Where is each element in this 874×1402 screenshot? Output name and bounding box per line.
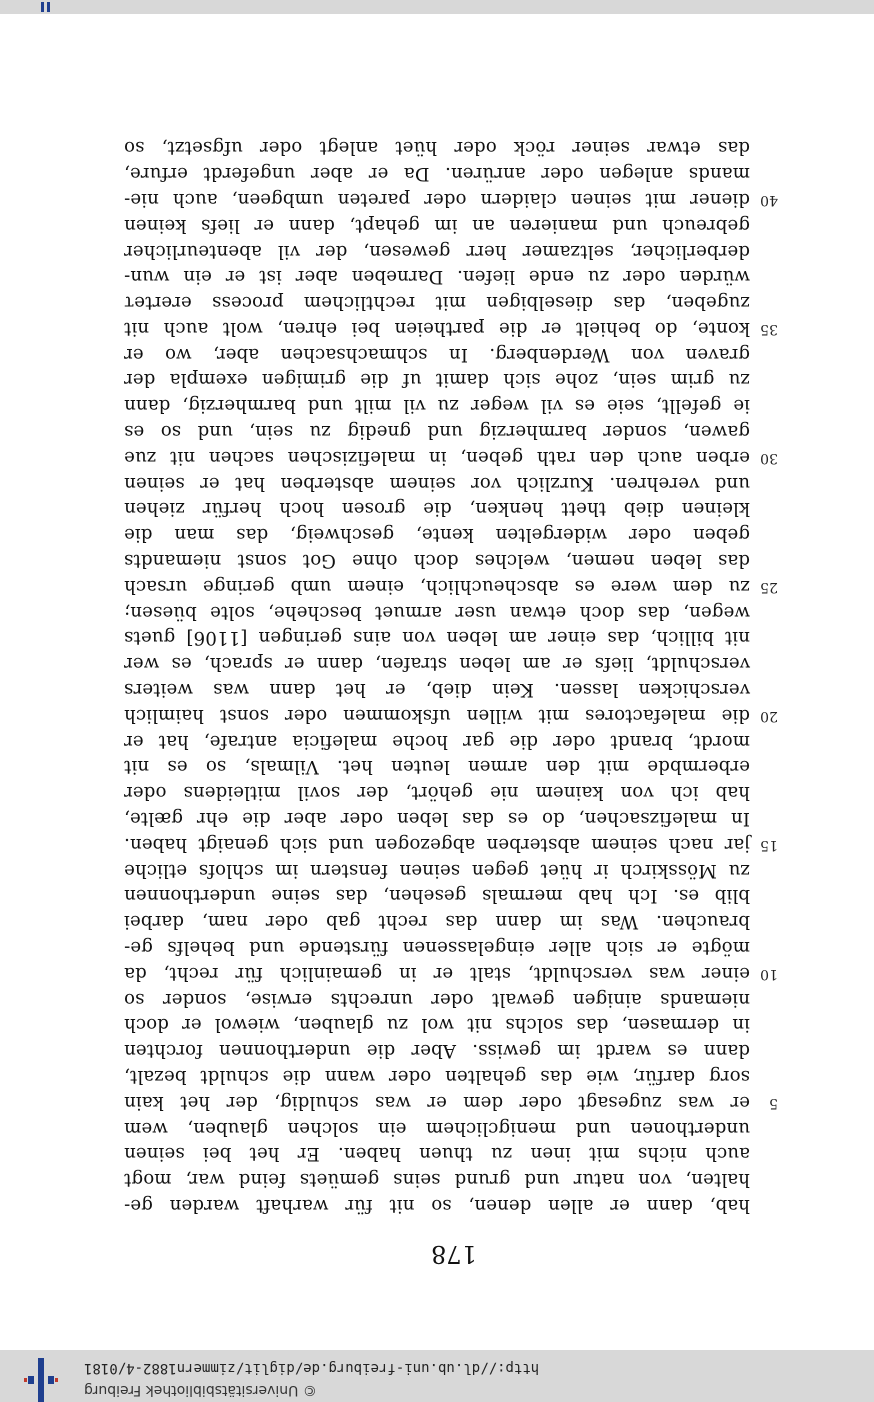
line-text: mögte er sich aller eingelassenen fürstende und behelfs ge- — [124, 937, 750, 959]
line-number: 10 — [759, 965, 778, 982]
copyright-notice: © Universitätsbibliothek Freiburg — [84, 1382, 317, 1398]
text-line — [124, 960, 778, 986]
line-text: verschicken lassen. Kein dieb, er het dann was weiters — [124, 679, 750, 701]
text-line — [124, 1012, 750, 1038]
text-line — [124, 1166, 750, 1192]
line-text: ie gefellt, seie es vil weger zu vil milt und barmherzig, dann — [124, 395, 750, 417]
page-body-text — [124, 135, 778, 1218]
line-number: 35 — [759, 320, 778, 337]
line-text: einer was verschuldt, stalt er in gemainlich für recht, da — [124, 962, 750, 984]
text-line — [124, 986, 750, 1012]
line-text: wegen, das doch etwan user armuet beschehe, solte büesen; — [124, 601, 750, 623]
line-text: hab, dann er allen denen, so nit für warhaft warden ge- — [124, 1195, 750, 1216]
line-text: derberlicher, seltzamer herr gewesen, der vil abenteurlicher — [124, 240, 750, 262]
text-line — [124, 625, 750, 651]
text-line — [124, 341, 750, 367]
text-line — [124, 186, 778, 212]
line-text: erben auch den rath geben, in malefizischen sachen nit zue — [124, 446, 750, 468]
line-text: mordt, brandt oder die gar hoche maleficia antrafe, hat er — [124, 730, 750, 752]
line-number: 40 — [759, 191, 778, 208]
text-line — [124, 857, 750, 883]
page-number: 178 — [431, 1240, 477, 1268]
text-line — [124, 367, 750, 393]
text-line — [124, 212, 750, 238]
line-text: nit billich, das einer am leben von ains geringen [1106] guets — [124, 627, 750, 649]
text-line — [124, 521, 750, 547]
text-line — [124, 547, 750, 573]
text-line — [124, 934, 750, 960]
text-line — [124, 650, 750, 676]
library-header-bar — [0, 1350, 874, 1402]
text-line — [124, 1063, 750, 1089]
line-text: niemands ainigen gewalt oder unrechts erwise, sonder so — [124, 988, 750, 1010]
line-text: underthonen und menigclichem ein solchen glauben, wem — [124, 1117, 750, 1139]
line-text: jar nach seinem absterben abgezogen und sich genaigt haben. — [124, 833, 750, 855]
text-line — [124, 1115, 750, 1141]
text-line — [124, 831, 778, 857]
line-text: in dermasen, das solchs nit wol zu glauben, wiewol er doch — [124, 1014, 750, 1036]
text-line — [124, 264, 750, 290]
text-line — [124, 779, 750, 805]
line-number: 5 — [768, 1094, 778, 1111]
text-line — [124, 599, 750, 625]
line-text: erbermbde mit den armen leuten het. Vilmals, so es nit — [124, 756, 750, 778]
line-text: mands anlegen oder anrüren. Da er aber ungeferdt erfure, — [124, 163, 750, 185]
line-text: hab ich von kainem nie gehört, der sovil mitleidens oder — [124, 782, 750, 804]
line-text: zu dem were es abscheuchlich, einem umb geringe ursach — [124, 575, 750, 597]
line-text: zugeben, das dieselbigen mit rechtlichem process ererteτ — [124, 292, 750, 314]
ub-freiburg-logo-icon — [22, 1358, 58, 1402]
line-text: die malefactores mit willen ufskommen oder sonst haimlich — [124, 704, 750, 726]
text-line — [124, 702, 778, 728]
line-text: zu Mösskirch ir hüet gegen seinen fenstern im schlofs etliche — [124, 859, 750, 881]
line-text: das leben nemen, welches doch ohne Got sonst niemandts — [124, 550, 750, 572]
text-line — [124, 135, 750, 161]
text-line — [124, 418, 750, 444]
line-text: gawen, sonder barmherzig und gnedig zu sein, und so es — [124, 421, 750, 443]
line-text: graven von Werdenberg. In schmachsachen aber, wo er — [124, 343, 750, 365]
text-line — [124, 728, 750, 754]
text-line — [124, 676, 750, 702]
source-url-link[interactable]: http://dl.ub.uni-freiburg.de/diglit/zimmern1882-4/0181 — [84, 1360, 540, 1376]
line-text: diener mit seinen claidern oder pareten umbgeen, auch nie- — [124, 188, 750, 210]
line-text: gebreuch und manieren an im gehapt, dann er liefs keinen — [124, 214, 750, 236]
text-line — [124, 1141, 750, 1167]
line-text: geben oder widergelten kente, geschweig, das man die — [124, 524, 750, 546]
text-line — [124, 908, 750, 934]
line-text: und verehren. Kurzlich vor seinem absterben hat er seinen — [124, 472, 750, 494]
text-line — [124, 315, 778, 341]
line-number: 15 — [759, 836, 778, 853]
text-line — [124, 573, 778, 599]
line-text: sorg darfür, wie das gehalten oder wann die schuldt bezalt, — [124, 1066, 750, 1088]
text-line — [124, 754, 750, 780]
line-text: brauchen. Was im dann das recht gab oder nam, darbei — [124, 911, 750, 933]
footer-bar — [0, 0, 874, 14]
line-text: er was zugesagt oder dem er was schuldig, der het kain — [124, 1091, 750, 1113]
line-text: kleinen dieb thett henken, die grosen hoch herfür ziehen — [124, 498, 750, 520]
line-text: blib es. Ich hab mermals gesehen, das seine underthonnen — [124, 885, 750, 907]
line-text: konte, do behielt er die partheien bei ehren, wolt auch nit — [124, 317, 750, 339]
line-text: zu grim sein, zohe sich damit uf die grimigen exempla der — [124, 369, 750, 391]
text-line — [124, 496, 750, 522]
line-text: In malefizsachen, do es das leben oder aber die ehr gælte, — [124, 808, 750, 830]
line-text: auch nichs mit inen zu thuen haben. Er het bei seinen — [124, 1143, 750, 1165]
line-text: das etwar seiner röck oder hüet anlegt oder ufgsetzt, so — [124, 137, 750, 159]
text-line — [124, 444, 778, 470]
line-text: würden oder zu ende liefen. Darneben aber ist er ein wun- — [124, 266, 750, 288]
text-line — [124, 393, 750, 419]
text-line — [124, 883, 750, 909]
line-number: 30 — [759, 449, 778, 466]
line-number: 20 — [759, 707, 778, 724]
text-line — [124, 238, 750, 264]
footer-logo-mark-icon — [38, 2, 52, 12]
text-line — [124, 1089, 778, 1115]
line-number: 25 — [759, 578, 778, 595]
line-text: verschuldt, liefs er am leben strafen, dann er sprach, es wer — [124, 653, 750, 675]
line-text: halten, von natur und grund seins gemüets feind war, mogt — [124, 1169, 750, 1191]
text-line — [124, 1192, 750, 1218]
text-line — [124, 470, 750, 496]
line-text: dann es wardt im gewiss. Aber die underthonnen forchten — [124, 1040, 750, 1062]
text-line — [124, 805, 750, 831]
text-line — [124, 1037, 750, 1063]
text-line — [124, 160, 750, 186]
text-line — [124, 289, 750, 315]
